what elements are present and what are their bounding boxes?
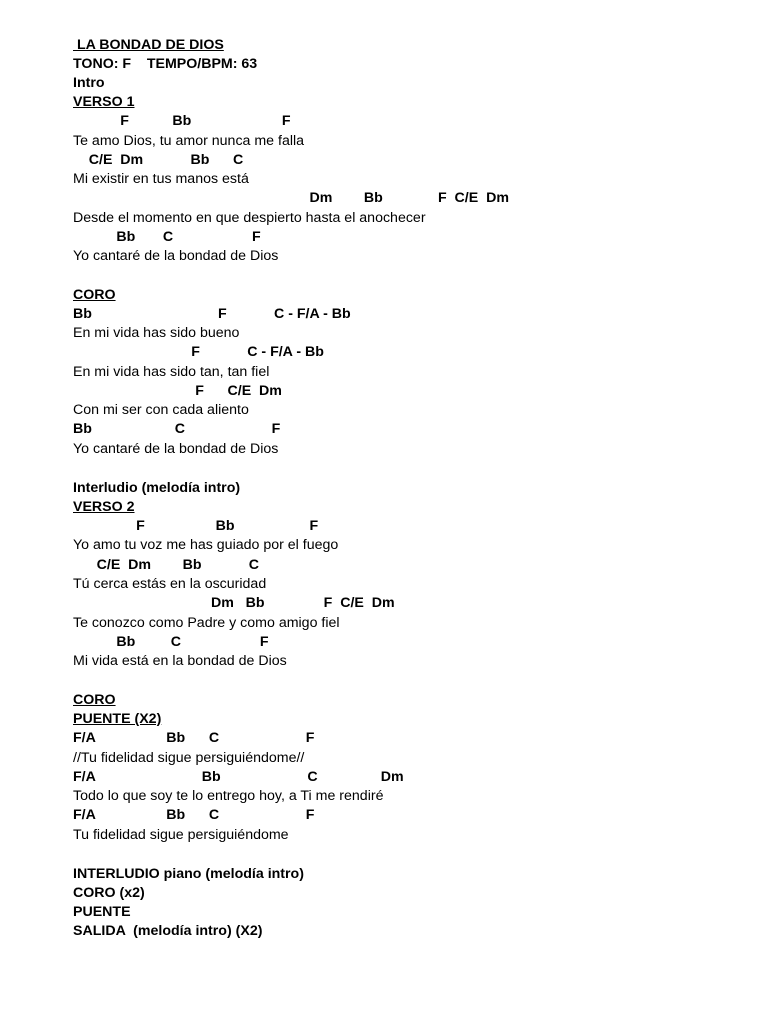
section-heading-verso2: VERSO 2	[73, 499, 135, 515]
lyric-line: En mi vida has sido bueno	[73, 325, 240, 341]
lyric-line: Mi vida está en la bondad de Dios	[73, 653, 287, 669]
song-title: LA BONDAD DE DIOS	[73, 37, 224, 53]
chord-line: F C/E Dm	[73, 383, 282, 399]
section-heading-coro: CORO	[73, 287, 116, 303]
chord-line: Bb F C - F/A - Bb	[73, 306, 351, 322]
outro-line: PUENTE	[73, 904, 131, 920]
chord-line: F Bb F	[73, 518, 319, 534]
lyric-line: Tu fidelidad sigue persiguiéndome	[73, 827, 289, 843]
chord-line: Bb C F	[73, 421, 281, 437]
lyric-line: Yo amo tu voz me has guiado por el fuego	[73, 537, 339, 553]
chord-line: Bb C F	[73, 634, 269, 650]
lyric-line: //Tu fidelidad sigue persiguiéndome//	[73, 750, 305, 766]
lyric-line: Todo lo que soy te lo entrego hoy, a Ti me rendiré	[73, 788, 384, 804]
lyric-line: Mi existir en tus manos está	[73, 171, 249, 187]
section-heading-verso1: VERSO 1	[73, 94, 135, 110]
chord-line: Bb C F	[73, 229, 261, 245]
intro-label: Intro	[73, 75, 105, 91]
outro-line: CORO (x2)	[73, 885, 145, 901]
lyric-line: En mi vida has sido tan, tan fiel	[73, 364, 270, 380]
key-tempo: TONO: F TEMPO/BPM: 63	[73, 56, 258, 72]
lyric-line: Yo cantaré de la bondad de Dios	[73, 248, 279, 264]
chord-line: C/E Dm Bb C	[73, 557, 260, 573]
chord-line: F/A Bb C F	[73, 730, 315, 746]
chord-line: Dm Bb F C/E Dm	[73, 595, 395, 611]
section-heading-puente: PUENTE (X2)	[73, 711, 162, 727]
outro-line: INTERLUDIO piano (melodía intro)	[73, 866, 304, 882]
lyric-line: Desde el momento en que despierto hasta el anochecer	[73, 210, 426, 226]
chord-line: F/A Bb C F	[73, 807, 315, 823]
outro-line: SALIDA (melodía intro) (X2)	[73, 923, 263, 939]
chord-line: F/A Bb C Dm	[73, 769, 404, 785]
lyric-line: Yo cantaré de la bondad de Dios	[73, 441, 279, 457]
chord-line: Dm Bb F C/E Dm	[73, 190, 509, 206]
lyric-line: Con mi ser con cada aliento	[73, 402, 249, 418]
interludio-label: Interludio (melodía intro)	[73, 480, 241, 496]
lyric-line: Te conozco como Padre y como amigo fiel	[73, 615, 340, 631]
chord-line: C/E Dm Bb C	[73, 152, 244, 168]
section-heading-coro-repeat: CORO	[73, 692, 116, 708]
lyric-line: Te amo Dios, tu amor nunca me falla	[73, 133, 305, 149]
lyric-line: Tú cerca estás en la oscuridad	[73, 576, 267, 592]
chord-line: F C - F/A - Bb	[73, 344, 324, 360]
chord-line: F Bb F	[73, 113, 291, 129]
